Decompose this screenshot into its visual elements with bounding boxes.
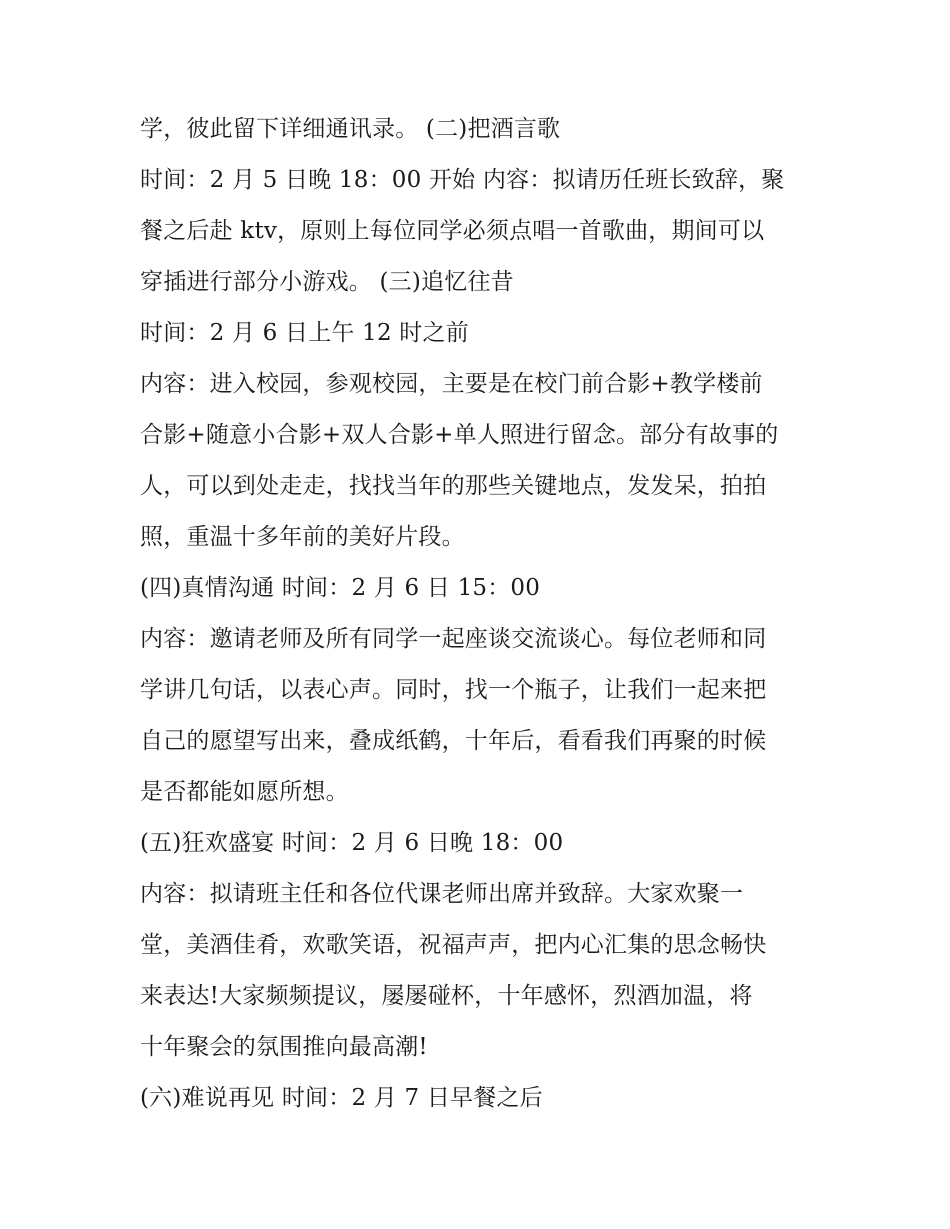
document-body bbox=[140, 104, 830, 1124]
text-line: 照，重温十多年前的美好片段。 bbox=[140, 524, 465, 550]
text-line: (四)真情沟通 时间：2 月 6 日 15：00 bbox=[140, 575, 541, 601]
text-line: 合影+随意小合影+双人合影+单人照进行留念。部分有故事的 bbox=[140, 422, 779, 448]
text-line: 时间：2 月 6 日上午 12 时之前 bbox=[140, 320, 469, 346]
text-line: 内容：邀请老师及所有同学一起座谈交流谈心。每位老师和同 bbox=[140, 626, 767, 652]
text-line: (六)难说再见 时间：2 月 7 日早餐之后 bbox=[140, 1085, 543, 1111]
text-line: 学讲几句话，以表心声。同时，找一个瓶子，让我们一起来把 bbox=[140, 677, 767, 703]
text-line: 内容：拟请班主任和各位代课老师出席并致辞。大家欢聚一 bbox=[140, 881, 744, 907]
text-line: 十年聚会的氛围推向最高潮! bbox=[140, 1034, 428, 1060]
text-line: 人，可以到处走走，找找当年的那些关键地点，发发呆，拍拍 bbox=[140, 473, 767, 499]
text-line: 时间：2 月 5 日晚 18：00 开始 内容：拟请历任班长致辞，聚 bbox=[140, 167, 785, 193]
text-line: 自己的愿望写出来，叠成纸鹤，十年后，看看我们再聚的时候 bbox=[140, 728, 767, 754]
text-line: 是否都能如愿所想。 bbox=[140, 779, 349, 805]
text-line: 内容：进入校园，参观校园，主要是在校门前合影+教学楼前 bbox=[140, 371, 763, 397]
text-line: 餐之后赴 ktv，原则上每位同学必须点唱一首歌曲，期间可以 bbox=[140, 218, 765, 244]
text-line: 来表达!大家频频提议，屡屡碰杯，十年感怀，烈酒加温，将 bbox=[140, 983, 753, 1009]
text-line: 堂，美酒佳肴，欢歌笑语，祝福声声，把内心汇集的思念畅快 bbox=[140, 932, 767, 958]
text-line: 穿插进行部分小游戏。 (三)追忆往昔 bbox=[140, 269, 514, 295]
text-line: (五)狂欢盛宴 时间：2 月 6 日晚 18：00 bbox=[140, 830, 564, 856]
text-line: 学，彼此留下详细通讯录。 (二)把酒言歌 bbox=[140, 116, 561, 142]
